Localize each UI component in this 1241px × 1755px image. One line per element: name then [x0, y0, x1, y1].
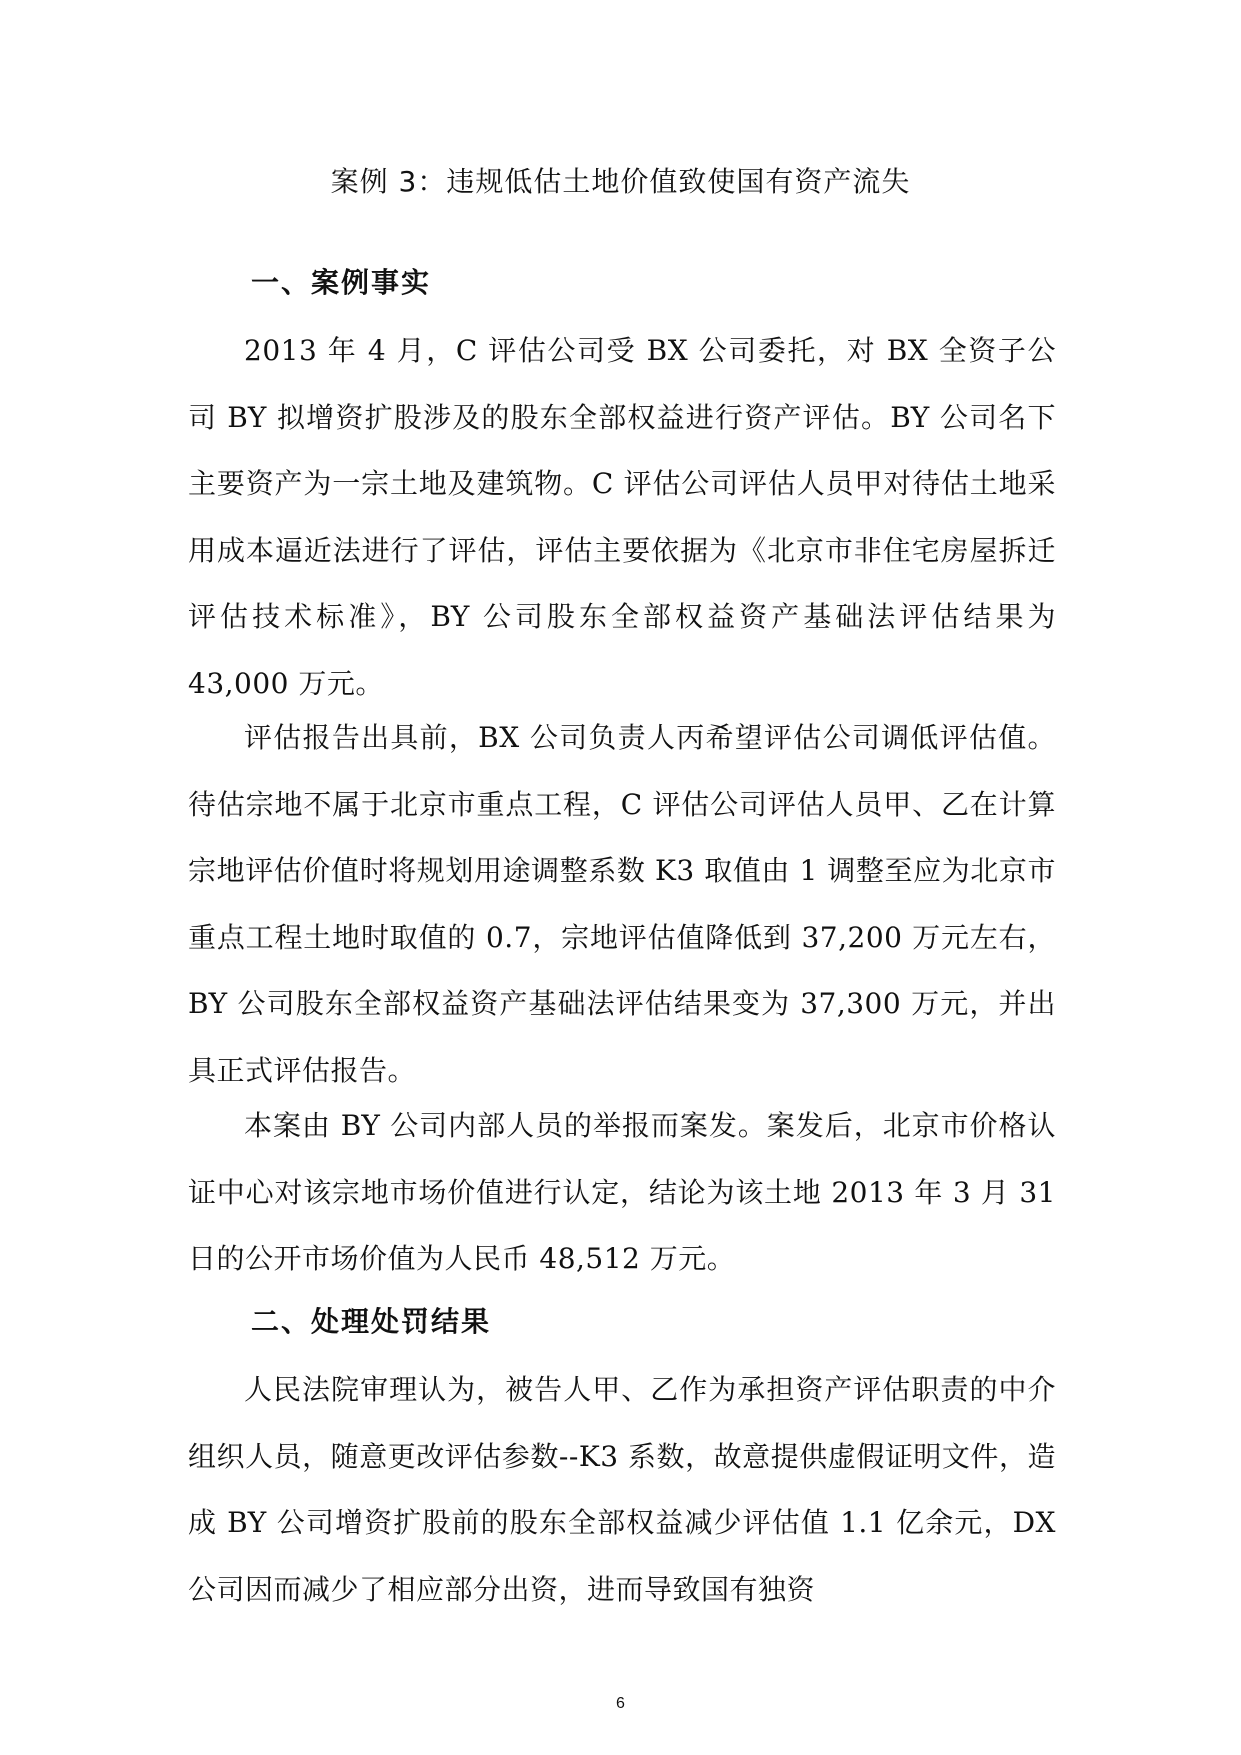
paragraph-penalty-result-1: 人民法院审理认为，被告人甲、乙作为承担资产评估职责的中介组织人员，随意更改评估参数--K3 系数，故意提供虚假证明文件，造成 BY 公司增资扩股前的股东全部权益减少评估值 1.1 亿余元，DX 公司因而减少了相应部分出资，进而导致国有独资 — [188, 1373, 1056, 1606]
section-heading-penalty-result: 二、处理处罚结果 — [251, 1305, 492, 1338]
paragraph-case-facts-3: 本案由 BY 公司内部人员的举报而案发。案发后，北京市价格认证中心对该宗地市场价值进行认定，结论为该土地 2013 年 3 月 31 日的公开市场价值为人民币 48,512 万元。 — [188, 1109, 1056, 1275]
section-heading-case-facts: 一、案例事实 — [251, 266, 432, 299]
paragraph-case-facts-2: 评估报告出具前，BX 公司负责人丙希望评估公司调低评估值。待估宗地不属于北京市重点工程，C 评估公司评估人员甲、乙在计算宗地评估价值时将规划用途调整系数 K3 取值由 1 调整至应为北京市重点工程土地时取值的 0.7，宗地评估值降低到 37,200 万元左右，BY 公司股东全部权益资产基础法评估结果变为 37,300 万元，并出具正式评估报告。 — [188, 721, 1056, 1087]
document-title: 案例 3：违规低估土地价值致使国有资产流失 — [330, 165, 911, 198]
paragraph-case-facts-1: 2013 年 4 月，C 评估公司受 BX 公司委托，对 BX 全资子公司 BY 拟增资扩股涉及的股东全部权益进行资产评估。BY 公司名下主要资产为一宗土地及建筑物。C 评估公司评估人员甲对待估土地采用成本逼近法进行了评估，评估主要依据为《北京市非住宅房屋拆迁评估技术标准》，BY 公司股东全部权益资产基础法评估结果为 43,000 万元。 — [188, 334, 1056, 700]
page-number: 6 — [616, 1695, 625, 1712]
